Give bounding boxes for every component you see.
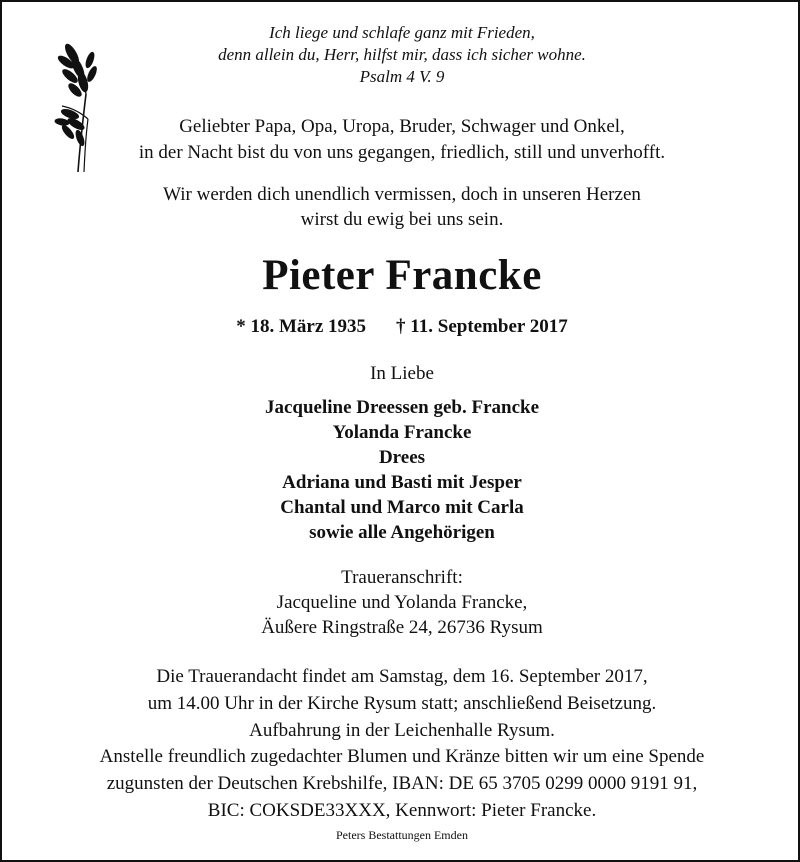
intro-line: Geliebter Papa, Opa, Uropa, Bruder, Schwager und Onkel, [179, 116, 625, 137]
miss-line: wirst du ewig bei uns sein. [300, 209, 504, 230]
mourner-name: Adriana und Basti mit Jesper [282, 472, 522, 493]
miss-line: Wir werden dich unendlich vermissen, doch in unseren Herzen [163, 184, 641, 205]
address-line: Äußere Ringstraße 24, 26736 Rysum [261, 617, 543, 638]
mourner-name: Chantal und Marco mit Carla [280, 497, 524, 518]
donation-line: BIC: COKSDE33XXX, Kennwort: Pieter Francke. [207, 800, 597, 821]
birth-date: * 18. März 1935 [236, 316, 367, 337]
life-dates [2, 314, 800, 340]
service-line: Aufbahrung in der Leichenhalle Rysum. [249, 720, 555, 741]
donation-line: zugunsten der Deutschen Krebshilfe, IBAN: DE 65 3705 0299 0000 9191 91, [106, 773, 698, 794]
mourner-name: sowie alle Angehörigen [309, 522, 495, 543]
quote-line: Ich liege und schlafe ganz mit Frieden, [269, 23, 535, 42]
mourning-address [2, 565, 800, 640]
service-line: um 14.00 Uhr in der Kirche Rysum statt; anschließend Beisetzung. [147, 693, 657, 714]
intro-line: in der Nacht bist du von uns gegangen, friedlich, still und unverhofft. [138, 142, 666, 163]
intro-text [2, 114, 800, 166]
mourner-name: Drees [378, 447, 426, 468]
service-info [2, 663, 800, 744]
donation-line: Anstelle freundlich zugedachter Blumen und Kränze bitten wir um eine Spende [99, 746, 705, 767]
mourner-name: Yolanda Francke [332, 422, 472, 443]
mourners-list [2, 395, 800, 545]
mourners-heading: In Liebe [370, 363, 434, 384]
psalm-quote [122, 22, 682, 88]
undertaker-credit: Peters Bestattungen Emden [336, 828, 468, 842]
deceased-name: Pieter Francke [262, 252, 542, 299]
donation-info [2, 743, 800, 824]
miss-text [2, 182, 800, 232]
service-line: Die Trauerandacht findet am Samstag, dem 16. September 2017, [156, 666, 648, 687]
address-line: Jacqueline und Yolanda Francke, [276, 592, 528, 613]
death-date: † 11. September 2017 [396, 316, 568, 337]
address-label: Traueranschrift: [341, 567, 463, 588]
mourner-name: Jacqueline Dreessen geb. Francke [264, 397, 540, 418]
quote-line: denn allein du, Herr, hilfst mir, dass ich sicher wohne. [218, 45, 586, 64]
quote-reference: Psalm 4 V. 9 [359, 67, 445, 86]
